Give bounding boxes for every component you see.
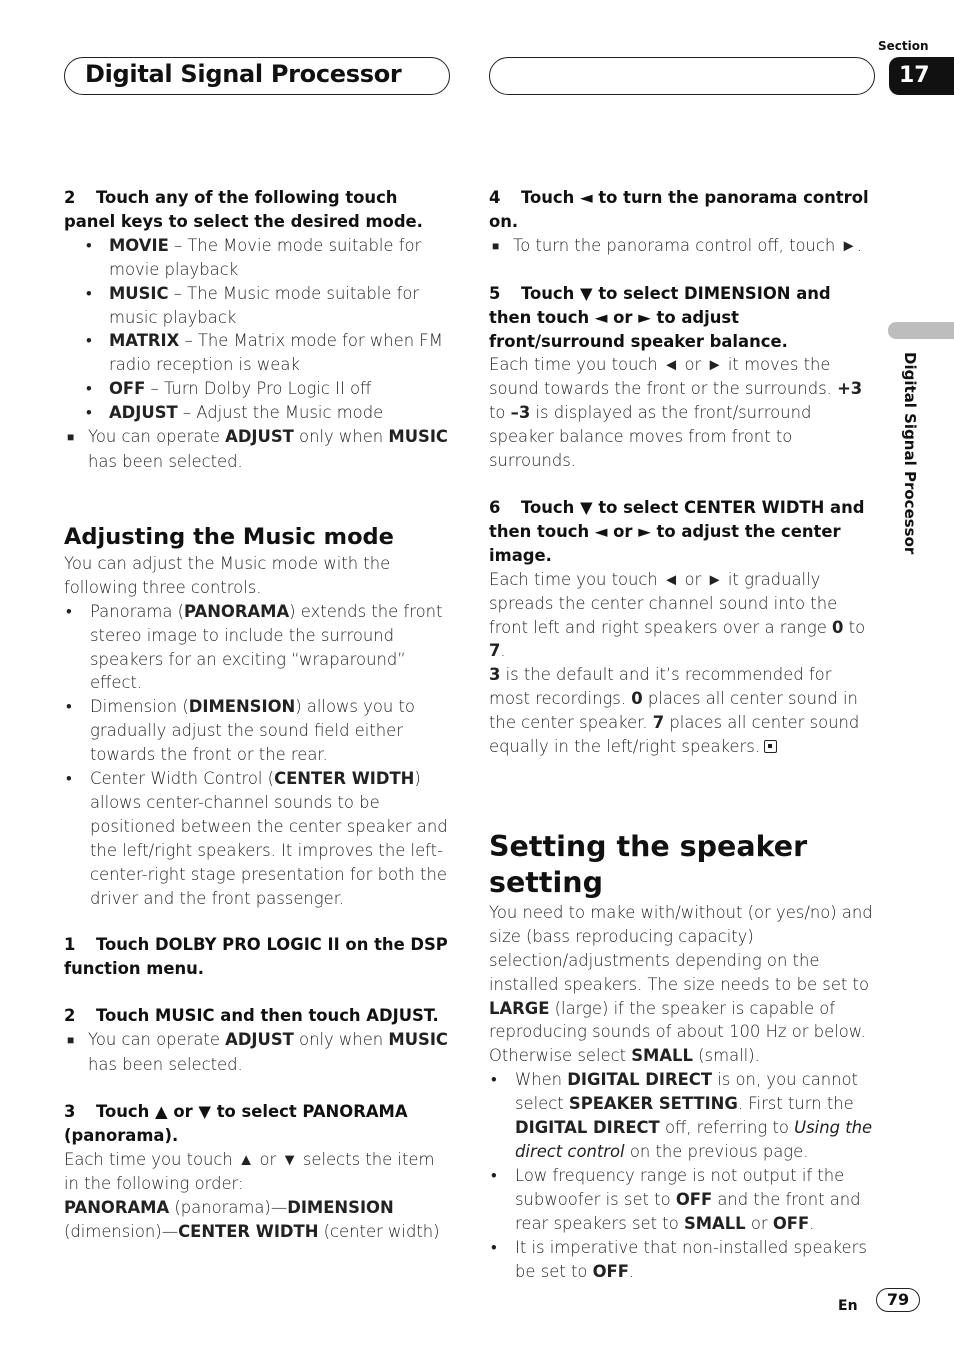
side-tab-bar <box>888 322 954 339</box>
page-title: Digital Signal Processor <box>85 60 402 88</box>
note-square-icon: ■ <box>67 1033 75 1048</box>
intro-paragraph: You can adjust the Music mode with the following three controls. <box>64 553 391 597</box>
list-item: • When DIGITAL DIRECT is on, you cannot select SPEAKER SETTING. First turn the DIGITAL DIRECT off, referring to Using the direct control on the previous page. <box>489 1068 875 1164</box>
end-mark-icon <box>764 740 777 753</box>
list-item: • It is imperative that non-installed speakers be set to OFF. <box>489 1236 875 1284</box>
section-label: Section <box>878 39 929 53</box>
mode-list <box>64 234 450 425</box>
step-6-heading: 6 Touch ▼ to select CENTER WIDTH and then touch ◄ or ► to adjust the center image. <box>489 497 865 565</box>
note-adjust: ■ You can operate ADJUST only when MUSIC has been selected. <box>64 425 450 474</box>
note-adjust-2: ■ You can operate ADJUST only when MUSIC has been selected. <box>64 1028 450 1077</box>
heading-speaker-setting: Setting the speaker setting <box>489 829 808 899</box>
list-item: • Center Width Control (CENTER WIDTH) allows center-channel sounds to be positioned between the center speaker and the left/right speakers. It improves the left-center-right stage presentation for both the driver and the front passenger. <box>64 767 450 910</box>
list-item: • MOVIE – The Movie mode suitable for movie playback <box>64 234 450 282</box>
list-item: • MATRIX – The Matrix mode for when FM radio reception is weak <box>64 329 450 377</box>
note-square-icon: ■ <box>492 238 500 253</box>
step-4-heading: 4 Touch ◄ to turn the panorama control on. <box>489 188 869 231</box>
language-label: En <box>838 1298 858 1314</box>
heading-adjusting-music-mode: Adjusting the Music mode <box>64 523 394 550</box>
step-6-body-2: 3 is the default and it’s recommended for most recordings. 0 places all center sound in the center speaker. 7 places all center sound equally in the left/right speakers. <box>489 665 860 757</box>
speaker-notes-list <box>489 1068 875 1283</box>
list-item: • Low frequency range is not output if the subwoofer is set to OFF and the front and rear speakers set to SMALL or OFF. <box>489 1164 875 1236</box>
order-sequence: PANORAMA (panorama)—DIMENSION (dimension)—CENTER WIDTH (center width) <box>64 1197 440 1241</box>
step-1-heading: 1 Touch DOLBY PRO LOGIC II on the DSP function menu. <box>64 935 448 979</box>
list-item: • OFF – Turn Dolby Pro Logic II off <box>64 377 450 401</box>
step-5-body: Each time you touch ◄ or ► it moves the sound towards the front or the surrounds. +3 to –3 is displayed as the front/surround speaker balance moves from front to surrounds. <box>489 355 863 471</box>
controls-list <box>64 600 450 911</box>
right-column <box>489 186 875 1283</box>
note-square-icon: ■ <box>67 430 75 445</box>
header-blank-box <box>489 57 875 95</box>
list-item: • Dimension (DIMENSION) allows you to gradually adjust the sound field either towards the front or the rear. <box>64 695 450 767</box>
step-5-heading: 5 Touch ▼ to select DIMENSION and then touch ◄ or ► to adjust front/surround speaker balance. <box>489 283 831 351</box>
header-title-box <box>64 57 450 95</box>
side-section-title: Digital Signal Processor <box>901 352 919 555</box>
step-2-heading: 2 Touch any of the following touch panel keys to select the desired mode. <box>64 188 423 231</box>
list-item: • ADJUST – Adjust the Music mode <box>64 401 450 425</box>
section-number-badge: 17 <box>889 57 954 95</box>
list-item: • Panorama (PANORAMA) extends the front stereo image to include the surround speakers for an exciting “wraparound” effect. <box>64 600 450 696</box>
step-2b-heading: 2 Touch MUSIC and then touch ADJUST. <box>64 1006 439 1026</box>
step-3-heading: 3 Touch ▲ or ▼ to select PANORAMA (panorama). <box>64 1102 408 1145</box>
speaker-intro: You need to make with/without (or yes/no) and size (bass reproducing capacity) selection/adjustments depending on the installed speakers. The size needs to be set to LARGE (large) if the speaker is capable of reproducing sounds of about 100 Hz or below. Otherwise select SMALL (small). <box>489 902 873 1066</box>
page-number: 79 <box>876 1288 920 1312</box>
step-4-note: ■ To turn the panorama control off, touch ►. <box>489 234 875 259</box>
step-6-body: Each time you touch ◄ or ► it gradually spreads the center channel sound into the front left and right speakers over a range 0 to 7. <box>489 569 866 661</box>
step-3-body: Each time you touch ▲ or ▼ selects the item in the following order: <box>64 1149 435 1193</box>
list-item: • MUSIC – The Music mode suitable for music playback <box>64 282 450 330</box>
left-column <box>64 186 450 1243</box>
